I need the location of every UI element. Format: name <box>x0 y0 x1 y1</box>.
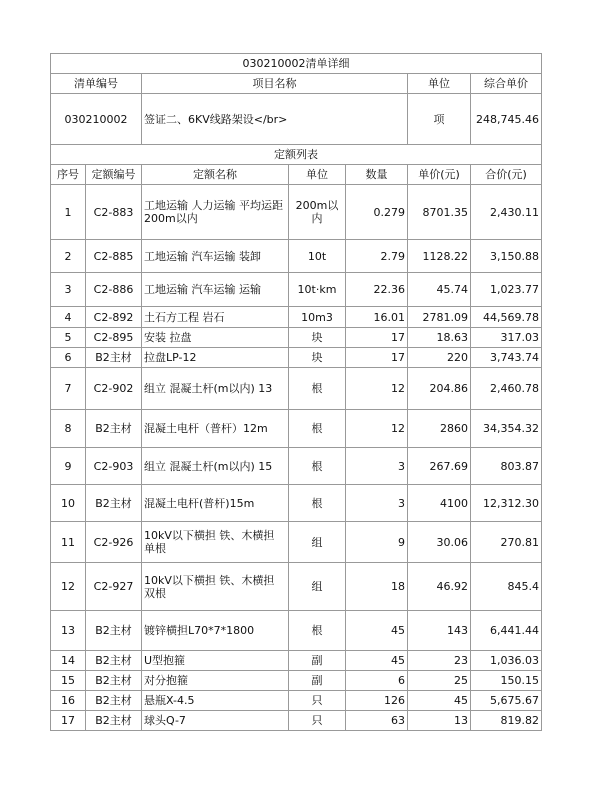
cell-unit: 块 <box>289 328 346 348</box>
cell-no: 1 <box>51 185 86 240</box>
cell-no: 7 <box>51 368 86 410</box>
cell-name: 工地运输 人力运输 平均运距200m以内 <box>142 185 289 240</box>
cell-qty: 2.79 <box>346 240 408 273</box>
cell-unit: 副 <box>289 671 346 691</box>
cell-name: 10kV以下横担 铁、木横担 双根 <box>142 563 289 611</box>
cell-name: 悬瓶X-4.5 <box>142 691 289 711</box>
cell-code: B2主材 <box>86 611 142 651</box>
col-unit: 单位 <box>289 165 346 185</box>
cell-unit: 10t <box>289 240 346 273</box>
cell-no: 17 <box>51 711 86 731</box>
cell-no: 9 <box>51 448 86 485</box>
table-row <box>51 328 542 348</box>
cell-unit: 10t·km <box>289 273 346 307</box>
cell-total: 3,150.88 <box>471 240 542 273</box>
cell-qty: 6 <box>346 671 408 691</box>
cell-code: B2主材 <box>86 485 142 522</box>
cell-unit-price: 45 <box>408 691 471 711</box>
cell-qty: 17 <box>346 328 408 348</box>
cell-unit-price: 13 <box>408 711 471 731</box>
cell-no: 3 <box>51 273 86 307</box>
cell-qty: 0.279 <box>346 185 408 240</box>
cell-unit: 组 <box>289 522 346 563</box>
header-name: 项目名称 <box>142 74 408 94</box>
cell-name: 工地运输 汽车运输 装卸 <box>142 240 289 273</box>
cell-unit: 组 <box>289 563 346 611</box>
col-unit-price: 单价(元) <box>408 165 471 185</box>
cell-no: 14 <box>51 651 86 671</box>
cell-code: C2-927 <box>86 563 142 611</box>
cell-qty: 22.36 <box>346 273 408 307</box>
col-no: 序号 <box>51 165 86 185</box>
cell-total: 1,023.77 <box>471 273 542 307</box>
cell-unit-price: 267.69 <box>408 448 471 485</box>
cell-code: B2主材 <box>86 348 142 368</box>
cell-unit-price: 2860 <box>408 410 471 448</box>
cell-total: 845.4 <box>471 563 542 611</box>
cell-total: 2,460.78 <box>471 368 542 410</box>
summary-name: 签证二、6KV线路架设</br> <box>142 94 408 145</box>
table-row <box>51 273 542 307</box>
cell-unit-price: 25 <box>408 671 471 691</box>
cell-code: C2-926 <box>86 522 142 563</box>
cell-no: 12 <box>51 563 86 611</box>
cell-unit: 根 <box>289 485 346 522</box>
cell-code: B2主材 <box>86 711 142 731</box>
table-row <box>51 711 542 731</box>
cell-unit-price: 8701.35 <box>408 185 471 240</box>
col-qty: 数量 <box>346 165 408 185</box>
cell-no: 13 <box>51 611 86 651</box>
cell-total: 1,036.03 <box>471 651 542 671</box>
cell-qty: 63 <box>346 711 408 731</box>
cell-unit-price: 18.63 <box>408 328 471 348</box>
cell-unit: 根 <box>289 368 346 410</box>
cell-unit-price: 220 <box>408 348 471 368</box>
table-row <box>51 307 542 328</box>
cell-unit: 副 <box>289 651 346 671</box>
cell-qty: 126 <box>346 691 408 711</box>
cell-qty: 3 <box>346 448 408 485</box>
cell-no: 10 <box>51 485 86 522</box>
cell-code: B2主材 <box>86 651 142 671</box>
cell-no: 6 <box>51 348 86 368</box>
cell-total: 5,675.67 <box>471 691 542 711</box>
cell-unit: 块 <box>289 348 346 368</box>
cell-name: 组立 混凝土杆(m以内) 15 <box>142 448 289 485</box>
table-row <box>51 485 542 522</box>
cell-qty: 16.01 <box>346 307 408 328</box>
cell-total: 34,354.32 <box>471 410 542 448</box>
cell-name: 安装 拉盘 <box>142 328 289 348</box>
table-row <box>51 348 542 368</box>
cell-code: C2-895 <box>86 328 142 348</box>
cell-total: 3,743.74 <box>471 348 542 368</box>
table-row <box>51 611 542 651</box>
cell-unit: 只 <box>289 691 346 711</box>
cell-total: 6,441.44 <box>471 611 542 651</box>
cell-name: 混凝土电杆（普杆）12m <box>142 410 289 448</box>
cell-code: C2-892 <box>86 307 142 328</box>
cell-no: 16 <box>51 691 86 711</box>
cell-code: C2-885 <box>86 240 142 273</box>
cell-code: C2-886 <box>86 273 142 307</box>
cell-unit: 10m3 <box>289 307 346 328</box>
cell-no: 11 <box>51 522 86 563</box>
cell-code: B2主材 <box>86 410 142 448</box>
table-row <box>51 410 542 448</box>
table-row <box>51 448 542 485</box>
cell-qty: 18 <box>346 563 408 611</box>
cell-no: 5 <box>51 328 86 348</box>
cell-unit-price: 46.92 <box>408 563 471 611</box>
cell-code: B2主材 <box>86 691 142 711</box>
summary-price: 248,745.46 <box>471 94 542 145</box>
cell-code: C2-883 <box>86 185 142 240</box>
cell-qty: 45 <box>346 611 408 651</box>
table-row <box>51 240 542 273</box>
header-unit: 单位 <box>408 74 471 94</box>
cell-name: 镀锌横担L70*7*1800 <box>142 611 289 651</box>
cell-code: C2-902 <box>86 368 142 410</box>
cell-no: 4 <box>51 307 86 328</box>
cell-unit-price: 2781.09 <box>408 307 471 328</box>
cell-qty: 45 <box>346 651 408 671</box>
cell-name: U型抱箍 <box>142 651 289 671</box>
cell-total: 150.15 <box>471 671 542 691</box>
cell-unit-price: 1128.22 <box>408 240 471 273</box>
cell-code: B2主材 <box>86 671 142 691</box>
cell-unit-price: 143 <box>408 611 471 651</box>
cell-unit: 根 <box>289 448 346 485</box>
table-row <box>51 691 542 711</box>
header-code: 清单编号 <box>51 74 142 94</box>
cell-total: 2,430.11 <box>471 185 542 240</box>
cell-unit-price: 4100 <box>408 485 471 522</box>
cell-name: 对分抱箍 <box>142 671 289 691</box>
cell-total: 270.81 <box>471 522 542 563</box>
cell-unit-price: 30.06 <box>408 522 471 563</box>
cell-name: 10kV以下横担 铁、木横担 单根 <box>142 522 289 563</box>
table-title: 030210002清单详细 <box>51 54 542 74</box>
cell-no: 15 <box>51 671 86 691</box>
cell-total: 44,569.78 <box>471 307 542 328</box>
cell-name: 土石方工程 岩石 <box>142 307 289 328</box>
cell-name: 球头Q-7 <box>142 711 289 731</box>
header-price: 综合单价 <box>471 74 542 94</box>
table-row <box>51 563 542 611</box>
cell-qty: 9 <box>346 522 408 563</box>
col-total: 合价(元) <box>471 165 542 185</box>
col-code: 定额编号 <box>86 165 142 185</box>
cell-total: 317.03 <box>471 328 542 348</box>
table-row <box>51 522 542 563</box>
cell-unit: 只 <box>289 711 346 731</box>
cell-name: 拉盘LP-12 <box>142 348 289 368</box>
table-row <box>51 368 542 410</box>
cell-no: 8 <box>51 410 86 448</box>
table-row <box>51 185 542 240</box>
cell-total: 12,312.30 <box>471 485 542 522</box>
cell-no: 2 <box>51 240 86 273</box>
cell-unit-price: 204.86 <box>408 368 471 410</box>
cell-name: 工地运输 汽车运输 运输 <box>142 273 289 307</box>
cell-unit-price: 23 <box>408 651 471 671</box>
cell-unit: 根 <box>289 611 346 651</box>
cell-total: 803.87 <box>471 448 542 485</box>
cell-code: C2-903 <box>86 448 142 485</box>
bill-detail-table <box>50 53 542 731</box>
col-name: 定额名称 <box>142 165 289 185</box>
cell-qty: 12 <box>346 368 408 410</box>
table-row <box>51 671 542 691</box>
quota-list-title: 定额列表 <box>51 145 542 165</box>
summary-unit: 项 <box>408 94 471 145</box>
cell-name: 混凝土电杆(普杆)15m <box>142 485 289 522</box>
table-row <box>51 651 542 671</box>
cell-qty: 17 <box>346 348 408 368</box>
cell-qty: 12 <box>346 410 408 448</box>
cell-unit: 根 <box>289 410 346 448</box>
cell-unit: 200m以内 <box>289 185 346 240</box>
cell-name: 组立 混凝土杆(m以内) 13 <box>142 368 289 410</box>
cell-total: 819.82 <box>471 711 542 731</box>
cell-qty: 3 <box>346 485 408 522</box>
summary-code: 030210002 <box>51 94 142 145</box>
cell-unit-price: 45.74 <box>408 273 471 307</box>
